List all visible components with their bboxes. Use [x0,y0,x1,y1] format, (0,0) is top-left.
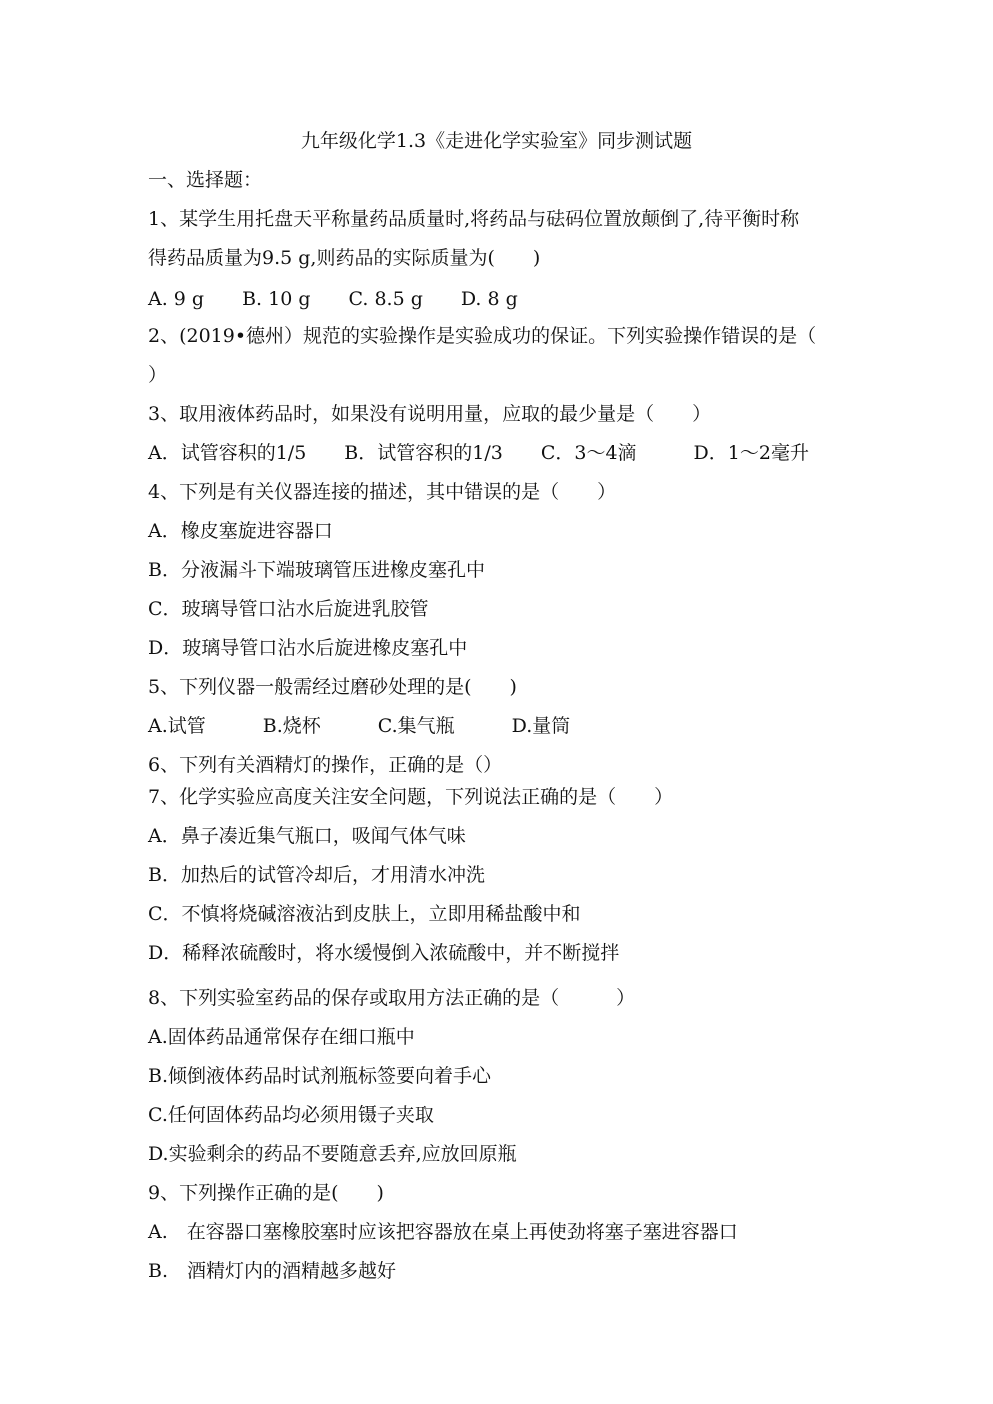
option-line: C．玻璃导管口沾水后旋进乳胶管 [148,598,429,620]
question-line: 2、(2019•德州）规范的实验操作是实验成功的保证。下列实验操作错误的是（ [148,325,817,347]
question-line: 5、下列仪器一般需经过磨砂处理的是( ) [148,676,517,698]
question-line: 6、下列有关酒精灯的操作，正确的是（） [148,754,503,776]
option-line: D．稀释浓硫酸时，将水缓慢倒入浓硫酸中，并不断搅拌 [148,942,620,964]
option-line: A.试管 B.烧杯 C.集气瓶 D.量筒 [148,715,571,737]
option-line: A. 9 g B. 10 g C. 8.5 g D. 8 g [148,288,518,310]
option-line: C．不慎将烧碱溶液沾到皮肤上，立即用稀盐酸中和 [148,903,581,925]
question-line: 7、化学实验应高度关注安全问题，下列说法正确的是（ ） [148,786,674,808]
option-line: A．鼻子凑近集气瓶口，吸闻气体气味 [148,825,466,847]
option-line: C.任何固体药品均必须用镊子夹取 [148,1104,434,1126]
question-line: 8、下列实验室药品的保存或取用方法正确的是（ ） [148,987,636,1009]
question-line: 1、某学生用托盘天平称量药品质量时,将药品与砝码位置放颠倒了,待平衡时称 [148,208,800,230]
document-title: 九年级化学1.3《走进化学实验室》同步测试题 [300,130,693,152]
option-line: B．分液漏斗下端玻璃管压进橡皮塞孔中 [148,559,485,581]
option-line: B. 酒精灯内的酒精越多越好 [148,1260,397,1282]
question-line: 4、下列是有关仪器连接的描述，其中错误的是（ ） [148,481,617,503]
question-line: 得药品质量为9.5 g,则药品的实际质量为( ) [148,247,541,269]
option-line: D.实验剩余的药品不要随意丢弃,应放回原瓶 [148,1143,517,1165]
option-line: A．橡皮塞旋进容器口 [148,520,333,542]
option-line: B.倾倒液体药品时试剂瓶标签要向着手心 [148,1065,492,1087]
option-line: A．试管容积的1/5 B．试管容积的1/3 C．3～4滴 D．1～2毫升 [148,442,809,464]
option-line: A. 在容器口塞橡胶塞时应该把容器放在桌上再使劲将塞子塞进容器口 [148,1221,738,1243]
option-line: D．玻璃导管口沾水后旋进橡皮塞孔中 [148,637,468,659]
question-line: ） [148,364,168,386]
question-line: 3、取用液体药品时，如果没有说明用量，应取的最少量是（ ） [148,403,712,425]
option-line: B．加热后的试管冷却后，才用清水冲洗 [148,864,485,886]
question-line: 9、下列操作正确的是( ) [148,1182,384,1204]
section-heading: 一、选择题： [148,169,263,191]
option-line: A.固体药品通常保存在细口瓶中 [148,1026,415,1048]
